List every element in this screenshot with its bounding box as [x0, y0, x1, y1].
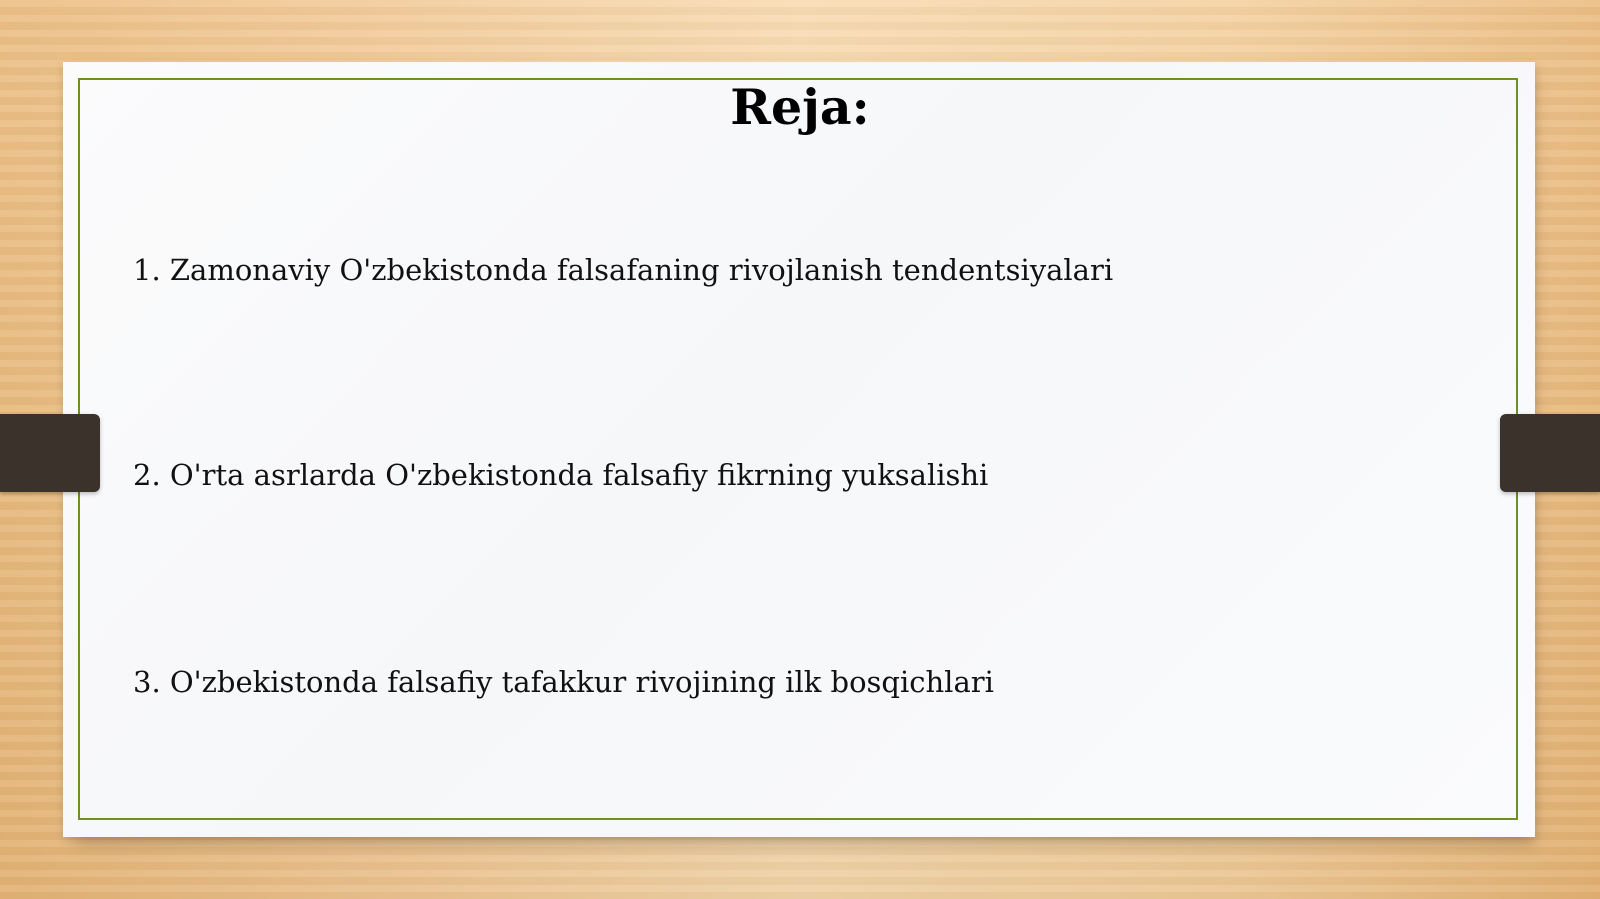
left-binder-clip [0, 414, 100, 492]
slide-title: Reja: [730, 77, 870, 136]
slide-border [78, 78, 1518, 820]
plan-item-3: 3. O'zbekistonda falsafiy tafakkur rivojining ilk bosqichlari [133, 665, 994, 699]
right-binder-clip [1500, 414, 1600, 492]
plan-item-2: 2. O'rta asrlarda O'zbekistonda falsafiy fikrning yuksalishi [133, 458, 989, 492]
plan-item-1: 1. Zamonaviy O'zbekistonda falsafaning rivojlanish tendentsiyalari [133, 253, 1114, 287]
